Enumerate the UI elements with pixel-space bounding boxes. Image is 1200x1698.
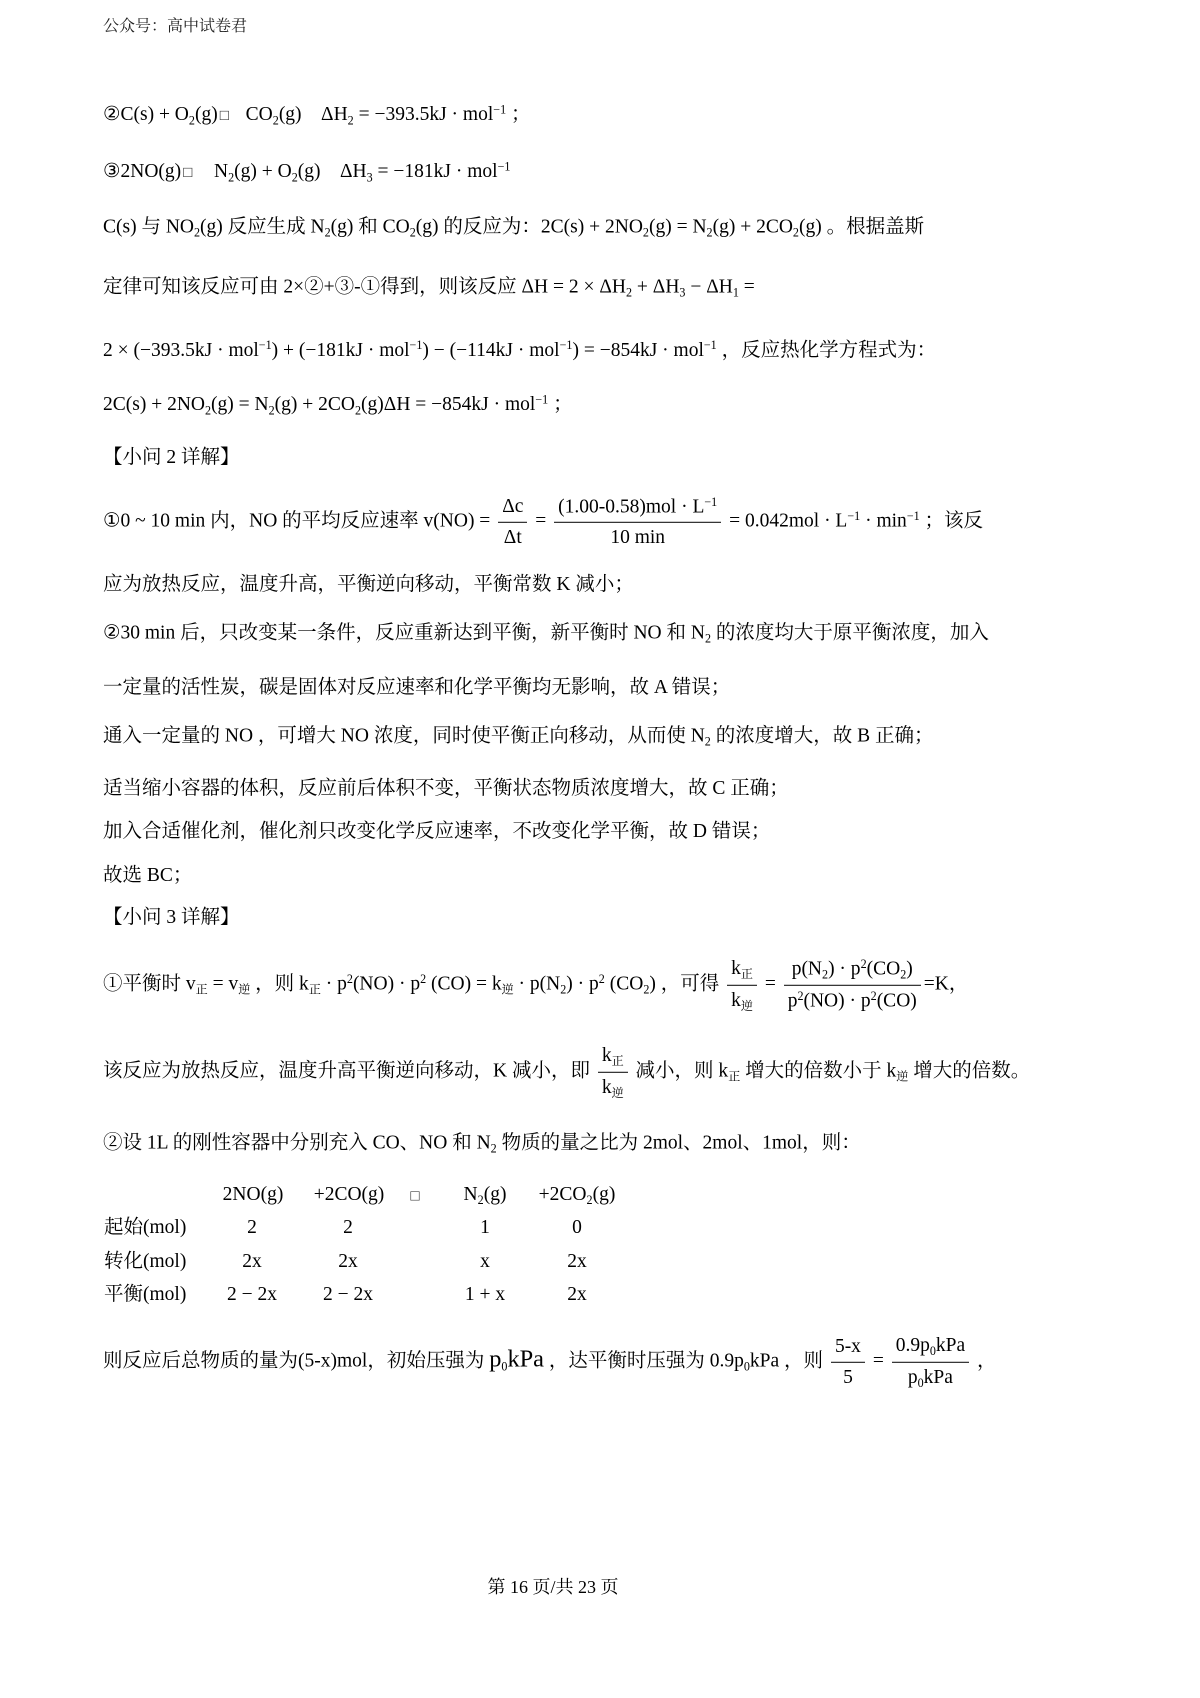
fraction-denominator: [831, 1362, 865, 1389]
text-run: p: [907, 1366, 918, 1388]
text-run: 应为放热反应，温度升高，平衡逆向移动，平衡常数 K 减小；: [103, 574, 634, 595]
page-footer: 第 16 页/共 23 页: [487, 1577, 619, 1597]
table-row: [0, 1283, 1200, 1307]
subscript: 2: [188, 113, 195, 128]
fraction-denominator: [727, 985, 757, 1014]
fraction-denominator: [498, 521, 527, 548]
text-hess-law: [103, 274, 755, 305]
text-run: ，达平衡时压强为 0.9p: [543, 1350, 744, 1372]
text-run: 定律可知该反应可由 2×②+③-①得到，则该反应 ΔH = 2 × ΔH: [103, 276, 626, 298]
superscript: 2: [870, 989, 877, 1004]
option-c-analysis: [103, 776, 789, 802]
text-run: (g): [483, 1184, 507, 1205]
subscript: 逆: [740, 998, 753, 1013]
text-run: (g) = N: [648, 216, 707, 238]
subscript: 2: [355, 403, 362, 418]
option-a-analysis: [103, 675, 730, 701]
subscript: 2: [625, 285, 633, 300]
text-exothermic-k: [103, 1044, 1030, 1100]
fraction: [727, 957, 757, 1013]
fraction-numerator: [831, 1335, 865, 1361]
table-cell: 2 − 2x: [323, 1284, 373, 1305]
text-run: = −181kJ · mol: [372, 161, 498, 183]
text-run: =: [530, 510, 552, 532]
subscript: 0: [917, 1375, 924, 1390]
fraction-denominator: [554, 522, 721, 549]
subscript: 正: [740, 967, 753, 981]
text-run: 一定量的活性炭，碳是固体对反应速率和化学平衡均无影响，故 A 错误；: [103, 677, 731, 698]
fraction-denominator: [892, 1362, 969, 1391]
large-text-run: kPa: [507, 1345, 544, 1373]
table-header-arrow: [408, 1183, 421, 1208]
text-run: k: [731, 989, 741, 1011]
text-run: ②设 1L 的刚性容器中分别充入 CO、NO 和 N: [103, 1132, 491, 1154]
table-cell: 2 − 2x: [227, 1284, 277, 1305]
text-run: 物质的量之比为 2mol、2mol、1mol，则：: [496, 1132, 861, 1154]
text-run: = −393.5kJ · mol: [353, 104, 494, 126]
text-run: (g) 反应生成 N: [200, 216, 325, 238]
subscript: 2: [704, 631, 711, 646]
text-run: ③2NO(g): [103, 161, 182, 183]
text-run: 2NO(g): [222, 1184, 284, 1205]
subscript: 2: [409, 225, 416, 240]
text-run: CO: [231, 104, 273, 126]
text-run: 【小问 3 详解】: [103, 907, 240, 928]
subscript: 2: [586, 1193, 593, 1208]
fraction: [831, 1335, 865, 1389]
text-run: (g) + 2CO: [274, 394, 355, 416]
text-run: 0.9p: [895, 1334, 930, 1356]
text-run: (g)ΔH = −854kJ · mol: [361, 394, 536, 416]
fraction-numerator: [892, 1334, 969, 1362]
table-cell: 1: [480, 1217, 490, 1238]
table-cell: 2: [247, 1217, 257, 1238]
text-run: 5: [843, 1366, 853, 1388]
text-run: ，则 k: [250, 973, 309, 995]
text-rate-calc: [103, 495, 983, 549]
subscript: 正: [308, 982, 321, 997]
subscript: 2: [268, 403, 275, 418]
text-run: (g) ΔH: [278, 104, 348, 126]
page-header: 公众号：高中试卷君: [103, 18, 248, 35]
text-run: ②C(s) + O: [103, 104, 189, 126]
fraction: [554, 495, 721, 549]
subscript: 2: [228, 170, 235, 185]
table-cell: 0: [572, 1217, 582, 1238]
text-run: kPa: [935, 1334, 966, 1356]
table-header-cell: [223, 1183, 284, 1207]
subscript: 2: [194, 225, 201, 240]
text-equilibrium-k: [103, 957, 968, 1013]
subscript: 2: [706, 225, 713, 240]
text-run: (g) + O: [234, 161, 292, 183]
subscript: 正: [611, 1054, 624, 1068]
subscript: 2: [792, 225, 799, 240]
table-cell: 2: [343, 1217, 353, 1238]
fraction-numerator: [554, 495, 721, 522]
subscript: 逆: [611, 1085, 624, 1100]
fraction: [892, 1334, 969, 1390]
subscript: 2: [272, 113, 279, 128]
subscript: 0: [743, 1359, 750, 1374]
subscript: 0: [501, 1359, 508, 1374]
subscript: 逆: [238, 982, 251, 997]
table-row-label: 起始(mol): [104, 1217, 187, 1238]
subscript: 0: [929, 1344, 936, 1358]
subscript: 1: [732, 285, 739, 300]
text-run: p(N: [791, 958, 823, 980]
superscript: 2: [420, 971, 427, 986]
text-run: +2CO: [538, 1184, 587, 1205]
fraction-numerator: [598, 1044, 628, 1072]
text-run: ) + (−181kJ · mol: [271, 339, 410, 361]
text-run: (1.00-0.58)mol · L: [558, 496, 705, 518]
text-run: ；: [506, 104, 531, 126]
text-run: 10 min: [610, 526, 666, 548]
text-run: (g) 和 CO: [330, 216, 410, 238]
text-setup: [103, 1130, 861, 1161]
text-run: ，反应热化学方程式为：: [716, 339, 937, 361]
superscript: −1: [493, 102, 507, 117]
text-run: + ΔH: [632, 276, 680, 298]
table-header-cell: [314, 1183, 385, 1207]
text-run: (NO) · p: [352, 973, 421, 995]
text-target-reaction: [103, 214, 924, 245]
text-run: 2C(s) + 2NO: [103, 394, 205, 416]
table-row-label: 转化(mol): [104, 1251, 187, 1272]
table-row-label: 平衡(mol): [104, 1284, 187, 1305]
fraction-numerator: [727, 957, 757, 985]
text-run: 增大的倍数。: [908, 1060, 1031, 1082]
superscript: −1: [703, 338, 717, 353]
text-run: = 0.042mol · L: [724, 510, 848, 532]
subscript: 正: [728, 1069, 741, 1084]
text-run: =K，: [923, 973, 969, 995]
text-run: − ΔH: [685, 276, 733, 298]
text-run: (g) 。根据盖斯: [798, 216, 925, 238]
subscript: 2: [490, 1141, 497, 1156]
subscript: 2: [324, 225, 331, 240]
text-run: Δt: [503, 526, 522, 548]
table-header-row: [0, 1183, 1200, 1207]
text-run: ) − (−114kJ · mol: [422, 339, 560, 361]
text-30min-change: [103, 620, 989, 651]
text-run: ②30 min 后，只改变某一条件，反应重新达到平衡，新平衡时 NO 和 N: [103, 622, 705, 644]
fraction-numerator: [498, 495, 527, 521]
equation-2: [103, 97, 531, 134]
text-run: 则反应后总物质的量为(5-x)mol，初始压强为: [103, 1350, 490, 1372]
table-cell: x: [480, 1251, 490, 1272]
superscript: 2: [346, 971, 353, 986]
subscript: 2: [643, 982, 650, 997]
superscript: −1: [258, 338, 272, 353]
text-run: · p: [320, 973, 347, 995]
text-run: ) · p: [566, 973, 599, 995]
table-header-cell: [539, 1183, 616, 1212]
fraction: [784, 957, 921, 1013]
text-run: Δc: [502, 496, 524, 518]
text-run: (CO) = k: [426, 973, 502, 995]
table-cell: 2x: [567, 1284, 587, 1305]
text-run: 的浓度增大，故 B 正确；: [710, 725, 934, 747]
subscript: 3: [366, 170, 373, 185]
text-run: = v: [207, 973, 239, 995]
text-run: 【小问 2 详解】: [103, 447, 240, 468]
answer-choice: [103, 863, 192, 889]
table-cell: 2x: [242, 1251, 262, 1272]
text-run: 减小，则 k: [630, 1060, 729, 1082]
text-pressure-ratio: [103, 1334, 997, 1390]
text-run: k: [731, 957, 741, 979]
table-cell: 2x: [567, 1251, 587, 1272]
subscript: 逆: [501, 982, 514, 997]
text-run: 2 × (−393.5kJ · mol: [103, 339, 259, 361]
fraction: [598, 1044, 628, 1100]
text-run: · min: [860, 510, 907, 532]
text-run: ) ，可得: [649, 973, 725, 995]
section-title-q3: [103, 905, 240, 931]
large-text-run: p: [489, 1345, 502, 1373]
superscript: 2: [860, 956, 867, 971]
subscript: 3: [679, 285, 686, 300]
superscript: −1: [704, 494, 718, 509]
superscript: −1: [497, 159, 511, 174]
subscript: 2: [560, 982, 567, 997]
text-run: ) = −854kJ · mol: [572, 339, 704, 361]
text-run: · p(N: [513, 973, 561, 995]
text-run: 增大的倍数小于 k: [740, 1060, 897, 1082]
table-row: [0, 1250, 1200, 1274]
text-run: ①平衡时 v: [103, 973, 196, 995]
text-run: C(s) 与 NO: [103, 216, 194, 238]
text-run: k: [601, 1044, 612, 1066]
text-run: p: [787, 990, 798, 1012]
text-run: +2CO(g): [313, 1184, 385, 1205]
text-run: (CO): [876, 990, 917, 1012]
text-run: 通入一定量的 NO ，可增大 NO 浓度，同时使平衡正向移动，从而使 N: [103, 725, 705, 747]
text-run: (g): [592, 1184, 616, 1205]
subscript: 2: [822, 967, 829, 982]
missing-glyph-box: □: [409, 1188, 421, 1202]
fraction-numerator: [784, 957, 921, 985]
subscript: 2: [704, 734, 711, 749]
text-run: 的浓度均大于原平衡浓度，加入: [711, 622, 989, 644]
text-run: (g) 的反应为：2C(s) + 2NO: [415, 216, 643, 238]
fraction: [498, 495, 527, 549]
text-run: (CO: [866, 958, 901, 980]
superscript: −1: [906, 508, 920, 523]
text-run: =: [738, 276, 755, 298]
subscript: 2: [477, 1193, 484, 1208]
missing-glyph-box: □: [182, 164, 194, 179]
table-cell: 2x: [338, 1251, 358, 1272]
subscript: 逆: [896, 1069, 909, 1084]
text-run: (g) = N: [211, 394, 269, 416]
text-run: (NO) · p: [803, 990, 871, 1012]
subscript: 2: [900, 967, 907, 982]
table-cell: 1 + x: [464, 1284, 506, 1305]
text-run: (g): [194, 104, 218, 126]
superscript: −1: [409, 338, 423, 353]
text-k-decrease: [103, 572, 634, 598]
subscript: 2: [642, 225, 649, 240]
text-run: N: [194, 161, 229, 183]
text-run: ): [906, 958, 913, 980]
option-d-analysis: [103, 819, 770, 845]
subscript: 2: [291, 170, 298, 185]
text-run: 5-x: [834, 1336, 861, 1358]
superscript: −1: [535, 392, 549, 407]
table-row: [0, 1216, 1200, 1240]
text-run: =: [759, 973, 781, 995]
text-run: k: [601, 1076, 612, 1098]
text-run: =: [867, 1350, 889, 1372]
fraction-denominator: [598, 1072, 628, 1101]
missing-glyph-box: □: [218, 107, 231, 122]
subscript: 2: [205, 403, 212, 418]
superscript: 2: [797, 989, 804, 1004]
subscript: 2: [347, 113, 354, 128]
text-thermo-equation: [103, 387, 573, 424]
text-run: 适当缩小容器的体积，反应前后体积不变，平衡状态物质浓度增大，故 C 正确；: [103, 778, 789, 799]
table-header-cell: [464, 1183, 507, 1212]
text-run: (g) + 2CO: [712, 216, 793, 238]
text-run: ①0 ~ 10 min 内，NO 的平均反应速率 v(NO) =: [103, 510, 496, 532]
superscript: −1: [847, 508, 861, 523]
text-run: ；该反: [919, 510, 984, 532]
text-run: (g) ΔH: [297, 161, 367, 183]
fraction-denominator: [784, 985, 921, 1013]
text-run: 故选 BC；: [103, 865, 193, 886]
text-run: (CO: [604, 973, 644, 995]
text-run: ，: [972, 1350, 997, 1372]
superscript: −1: [559, 338, 573, 353]
subscript: 正: [195, 982, 208, 997]
superscript: 2: [598, 971, 605, 986]
text-run: N: [463, 1184, 478, 1205]
text-run: 加入合适催化剂，催化剂只改变化学反应速率，不改变化学平衡，故 D 错误；: [103, 821, 771, 842]
option-b-analysis: [103, 723, 933, 754]
text-delta-h-calc: [103, 332, 936, 364]
text-run: ) · p: [828, 958, 861, 980]
text-run: kPa ，则: [749, 1350, 828, 1372]
text-run: kPa: [923, 1366, 953, 1388]
text-run: 该反应为放热反应，温度升高平衡逆向移动，K 减小，即: [103, 1060, 595, 1082]
text-run: ；: [548, 394, 573, 416]
equation-3: [103, 154, 510, 191]
section-title-q2: [103, 445, 240, 471]
